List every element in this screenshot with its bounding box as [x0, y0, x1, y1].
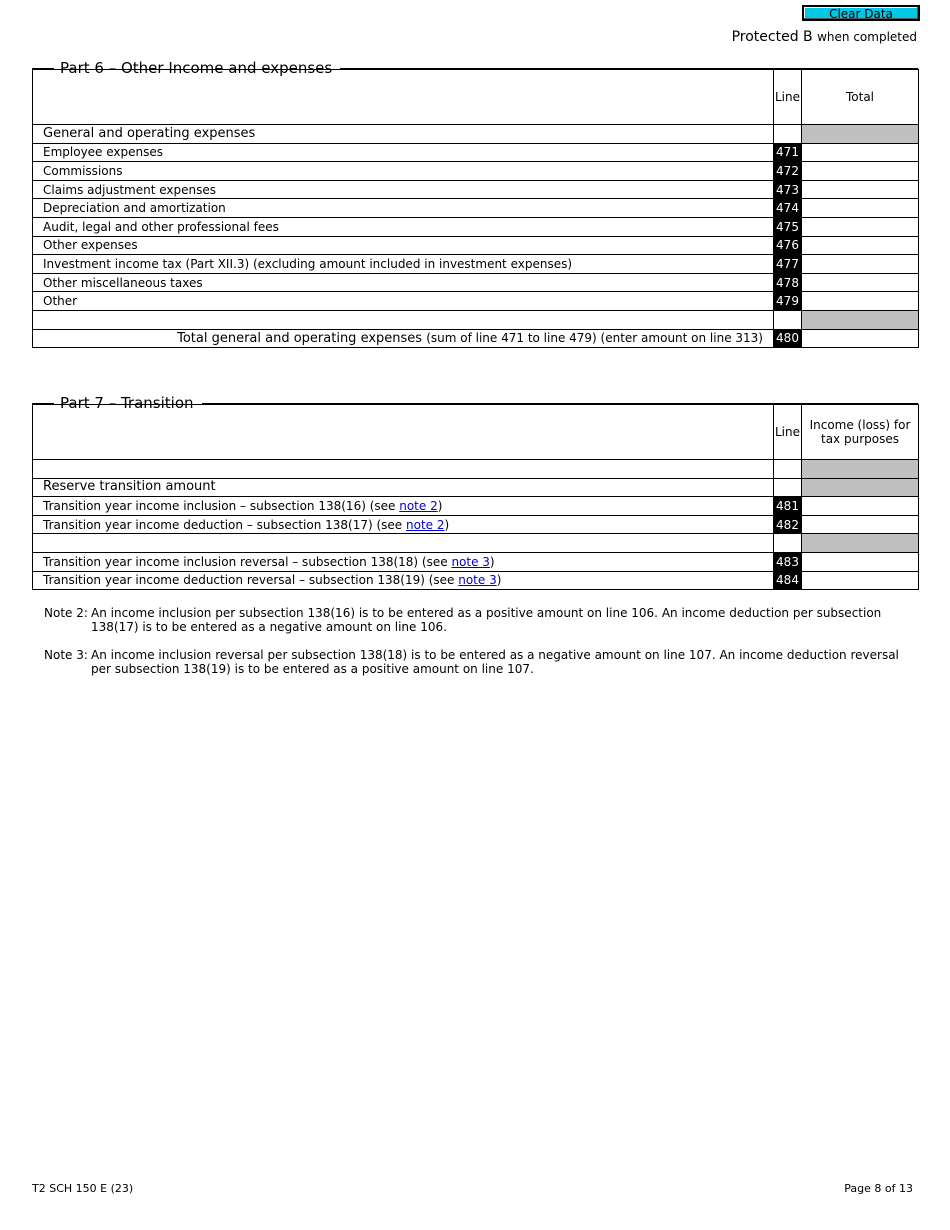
part7-row-input[interactable]	[802, 497, 919, 516]
part6-row-label: Audit, legal and other professional fees	[33, 217, 774, 236]
part7-spacer2-desc	[33, 534, 774, 553]
part7-row-input[interactable]	[802, 552, 919, 571]
part6-row-label: Commissions	[33, 162, 774, 181]
part6-row	[33, 273, 919, 292]
part7-row-label: Transition year income deduction reversal – subsection 138(19) (see	[43, 573, 459, 588]
part7-spacer1-line	[774, 460, 802, 479]
part7-row-suffix: )	[496, 573, 502, 588]
part6-group-label: General and operating expenses	[33, 125, 774, 144]
part6-col-line: Line	[774, 70, 802, 125]
part7-row-line: 481	[774, 497, 802, 516]
part7-row-desc	[33, 552, 774, 571]
part6-spacer-row	[33, 310, 919, 329]
part7-row	[33, 571, 919, 590]
protected-b-label	[732, 29, 917, 45]
part6-row-input[interactable]	[802, 273, 919, 292]
part7-title: Part 7 – Transition	[54, 393, 202, 413]
part7-row-suffix: )	[489, 554, 495, 569]
part7-row-desc	[33, 515, 774, 534]
part7-row-line: 483	[774, 552, 802, 571]
part6-row-label: Other	[33, 292, 774, 311]
notes-block	[44, 606, 904, 690]
part6-row-label: Other expenses	[33, 236, 774, 255]
part7-row-desc	[33, 571, 774, 590]
part6-row-input[interactable]	[802, 162, 919, 181]
part7-header-row	[33, 405, 919, 460]
part6-total-note: (sum of line 471 to line 479) (enter amount on line 313)	[426, 330, 763, 345]
part7-spacer1-desc	[33, 460, 774, 479]
part6-row-line: 474	[774, 199, 802, 218]
part7-row	[33, 497, 919, 516]
part7-row-label: Transition year income deduction – subsection 138(17) (see	[43, 517, 407, 532]
part6-spacer-desc	[33, 310, 774, 329]
note-3-label: Note 3:	[44, 648, 88, 662]
part6-row-input[interactable]	[802, 199, 919, 218]
part6-total-input[interactable]	[802, 329, 919, 348]
part6-row-input[interactable]	[802, 236, 919, 255]
form-id: T2 SCH 150 E (23)	[32, 1182, 134, 1195]
part6-row	[33, 255, 919, 274]
part7-row-label: Transition year income inclusion – subsection 138(16) (see	[43, 498, 400, 513]
part6-row-input[interactable]	[802, 180, 919, 199]
part6-table	[32, 69, 919, 348]
part7-col-line: Line	[774, 405, 802, 460]
part6-row-line: 478	[774, 273, 802, 292]
part7-reserve-row	[33, 478, 919, 497]
part6-row	[33, 292, 919, 311]
part6-total-label: Total general and operating expenses	[177, 330, 423, 346]
part6-row-label: Claims adjustment expenses	[33, 180, 774, 199]
part6-row-input[interactable]	[802, 292, 919, 311]
part6-row-line: 475	[774, 217, 802, 236]
part6-row-input[interactable]	[802, 143, 919, 162]
part7-row-line: 484	[774, 571, 802, 590]
part7-row-line: 482	[774, 515, 802, 534]
note-link[interactable]: note 2	[406, 517, 445, 532]
part7-spacer2-line	[774, 534, 802, 553]
part6-row-input[interactable]	[802, 255, 919, 274]
part6-total-desc	[33, 329, 774, 348]
note-link[interactable]: note 2	[399, 498, 438, 513]
part6-spacer-shaded	[802, 310, 919, 329]
part7-row-input[interactable]	[802, 515, 919, 534]
note-2-label: Note 2:	[44, 606, 88, 620]
part7-row-suffix: )	[444, 517, 450, 532]
part6-row-input[interactable]	[802, 217, 919, 236]
part7-row-desc	[33, 497, 774, 516]
part6-row	[33, 199, 919, 218]
part6-row-label: Employee expenses	[33, 143, 774, 162]
part7-spacer1-shaded	[802, 460, 919, 479]
part7-reserve-shaded	[802, 478, 919, 497]
note-link[interactable]: note 3	[458, 573, 497, 588]
part6-row-line: 473	[774, 180, 802, 199]
part7-header-blank	[33, 405, 774, 460]
page-number: Page 8 of 13	[844, 1182, 913, 1195]
part6-header-row	[33, 70, 919, 125]
part6-group-row	[33, 125, 919, 144]
part6-row-label: Investment income tax (Part XII.3) (excluding amount included in investment expenses)	[33, 255, 774, 274]
protected-main: Protected B	[731, 29, 813, 45]
part7-reserve-label: Reserve transition amount	[33, 478, 774, 497]
part7-reserve-line-blank	[774, 478, 802, 497]
part6-row-line: 477	[774, 255, 802, 274]
part6-row-line: 479	[774, 292, 802, 311]
part7-col-income: Income (loss) for tax purposes	[802, 405, 919, 460]
note-2-text: An income inclusion per subsection 138(16) is to be entered as a positive amount on line 106. An income deduction per subsection 138(17) is to be entered as a negative amount on line 106.	[91, 606, 882, 634]
note-link[interactable]: note 3	[451, 554, 490, 569]
part7-row	[33, 515, 919, 534]
part6-group-shaded	[802, 125, 919, 144]
part6-row	[33, 217, 919, 236]
part7-spacer-row-1	[33, 460, 919, 479]
part7-row-suffix: )	[437, 498, 443, 513]
part7-row-input[interactable]	[802, 571, 919, 590]
note-2	[44, 606, 904, 634]
part7-spacer-row-2	[33, 534, 919, 553]
part6-row-label: Other miscellaneous taxes	[33, 273, 774, 292]
part7-row-label: Transition year income inclusion reversal – subsection 138(18) (see	[43, 554, 452, 569]
part6-row	[33, 236, 919, 255]
part6-row	[33, 180, 919, 199]
part6-row-line: 471	[774, 143, 802, 162]
part6-total-line: 480	[774, 329, 802, 348]
part6-row	[33, 143, 919, 162]
note-3-text: An income inclusion reversal per subsection 138(18) is to be entered as a negative amount on line 107. An income deduction reversal per subsection 138(19) is to be entered as a positive amount on line 107.	[91, 648, 899, 676]
part6-spacer-line	[774, 310, 802, 329]
part6-group-line-blank	[774, 125, 802, 144]
part7-spacer2-shaded	[802, 534, 919, 553]
part6-row	[33, 162, 919, 181]
protected-sub: when completed	[817, 30, 917, 44]
part6-header-blank	[33, 70, 774, 125]
part6-total-row	[33, 329, 919, 348]
part6-row-line: 472	[774, 162, 802, 181]
clear-data-button[interactable]: Clear Data	[802, 5, 920, 21]
note-3	[44, 648, 904, 676]
part7-row	[33, 552, 919, 571]
part6-title: Part 6 – Other Income and expenses	[54, 58, 340, 78]
part6-row-line: 476	[774, 236, 802, 255]
part6-col-total: Total	[802, 70, 919, 125]
part7-table	[32, 404, 919, 590]
part6-row-label: Depreciation and amortization	[33, 199, 774, 218]
